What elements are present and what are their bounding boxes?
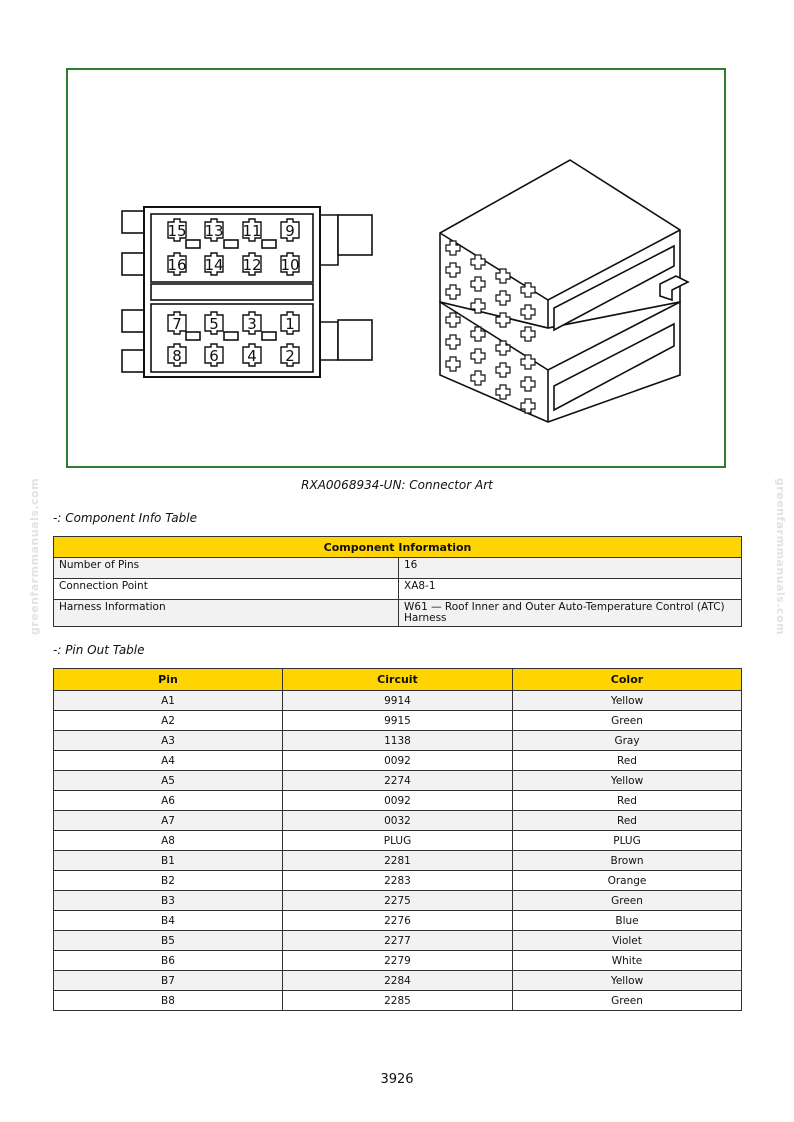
info-label: Number of Pins — [54, 558, 399, 579]
pin-label: 13 — [204, 222, 224, 240]
page-number: 3926 — [380, 1072, 414, 1087]
table-row — [54, 891, 742, 911]
color-cell: White — [513, 951, 742, 971]
component-info-table — [53, 536, 742, 627]
circuit-cell: 9914 — [283, 691, 513, 711]
circuit-cell: 2284 — [283, 971, 513, 991]
info-value: W61 — Roof Inner and Outer Auto-Temperature Control (ATC) Harness — [399, 600, 742, 627]
circuit-cell: 0032 — [283, 811, 513, 831]
pin-cell: B6 — [54, 951, 283, 971]
pin-label: 15 — [167, 222, 187, 240]
pin-label: 3 — [247, 315, 257, 333]
pin-cell: A4 — [54, 751, 283, 771]
table-row — [54, 811, 742, 831]
circuit-cell: 2283 — [283, 871, 513, 891]
table-row — [54, 971, 742, 991]
info-label: Harness Information — [54, 600, 399, 627]
component-info-header: Component Information — [54, 537, 742, 558]
column-header-pin: Pin — [54, 669, 283, 691]
pin-label: 7 — [172, 315, 182, 333]
pin-label: 1 — [285, 315, 295, 333]
pin-label: 9 — [285, 222, 295, 240]
pin-label: 2 — [285, 347, 295, 365]
watermark-left: greenfarmmanuals.com — [28, 477, 42, 636]
circuit-cell: 2277 — [283, 931, 513, 951]
column-header-circuit: Circuit — [283, 669, 513, 691]
pin-cell: B7 — [54, 971, 283, 991]
pin-label: 11 — [242, 222, 262, 240]
pinout-section-title: -: Pin Out Table — [53, 643, 145, 657]
color-cell: Violet — [513, 931, 742, 951]
pin-cell: A5 — [54, 771, 283, 791]
table-row — [54, 771, 742, 791]
pin-label: 12 — [242, 256, 262, 274]
info-label: Connection Point — [54, 579, 399, 600]
table-row — [54, 871, 742, 891]
circuit-cell: 2281 — [283, 851, 513, 871]
pin-cell: A2 — [54, 711, 283, 731]
circuit-cell: 0092 — [283, 751, 513, 771]
color-cell: Brown — [513, 851, 742, 871]
table-row — [54, 691, 742, 711]
color-cell: Gray — [513, 731, 742, 751]
pin-cell: B3 — [54, 891, 283, 911]
pin-out-table — [53, 668, 742, 1011]
table-row — [54, 911, 742, 931]
column-header-color: Color — [513, 669, 742, 691]
pin-cell: B5 — [54, 931, 283, 951]
pin-cell: A3 — [54, 731, 283, 751]
color-cell: PLUG — [513, 831, 742, 851]
table-row — [54, 579, 742, 600]
pin-label: 14 — [204, 256, 224, 274]
color-cell: Yellow — [513, 971, 742, 991]
pin-cell: A8 — [54, 831, 283, 851]
table-row — [54, 931, 742, 951]
pin-label: 5 — [209, 315, 219, 333]
figure-caption: RXA0068934-UN: Connector Art — [301, 478, 493, 492]
connector-art-figure — [66, 68, 726, 468]
color-cell: Yellow — [513, 691, 742, 711]
table-row — [54, 558, 742, 579]
circuit-cell: 1138 — [283, 731, 513, 751]
pin-cell: B2 — [54, 871, 283, 891]
pin-label: 6 — [209, 347, 219, 365]
pin-label: 16 — [167, 256, 187, 274]
pin-label: 8 — [172, 347, 182, 365]
pin-cell: A7 — [54, 811, 283, 831]
color-cell: Red — [513, 811, 742, 831]
pin-cell: B4 — [54, 911, 283, 931]
circuit-cell: 2276 — [283, 911, 513, 931]
table-row — [54, 711, 742, 731]
table-row — [54, 851, 742, 871]
circuit-cell: PLUG — [283, 831, 513, 851]
color-cell: Red — [513, 791, 742, 811]
pin-label: 4 — [247, 347, 257, 365]
color-cell: Yellow — [513, 771, 742, 791]
table-row — [54, 791, 742, 811]
circuit-cell: 2274 — [283, 771, 513, 791]
color-cell: Orange — [513, 871, 742, 891]
table-row — [54, 951, 742, 971]
circuit-cell: 2275 — [283, 891, 513, 911]
color-cell: Blue — [513, 911, 742, 931]
pin-cell: B8 — [54, 991, 283, 1011]
pin-cell: B1 — [54, 851, 283, 871]
pin-cell: A1 — [54, 691, 283, 711]
circuit-cell: 9915 — [283, 711, 513, 731]
table-row — [54, 600, 742, 627]
circuit-cell: 2285 — [283, 991, 513, 1011]
pin-cell: A6 — [54, 791, 283, 811]
info-value: 16 — [399, 558, 742, 579]
color-cell: Green — [513, 711, 742, 731]
color-cell: Green — [513, 991, 742, 1011]
table-row — [54, 751, 742, 771]
pin-label: 10 — [280, 256, 300, 274]
table-row — [54, 731, 742, 751]
table-row — [54, 831, 742, 851]
color-cell: Red — [513, 751, 742, 771]
info-value: XA8-1 — [399, 579, 742, 600]
component-section-title: -: Component Info Table — [53, 511, 197, 525]
watermark-right: greenfarmmanuals.com — [774, 477, 788, 636]
color-cell: Green — [513, 891, 742, 911]
connector-drawing — [68, 70, 724, 466]
circuit-cell: 0092 — [283, 791, 513, 811]
table-row — [54, 991, 742, 1011]
circuit-cell: 2279 — [283, 951, 513, 971]
